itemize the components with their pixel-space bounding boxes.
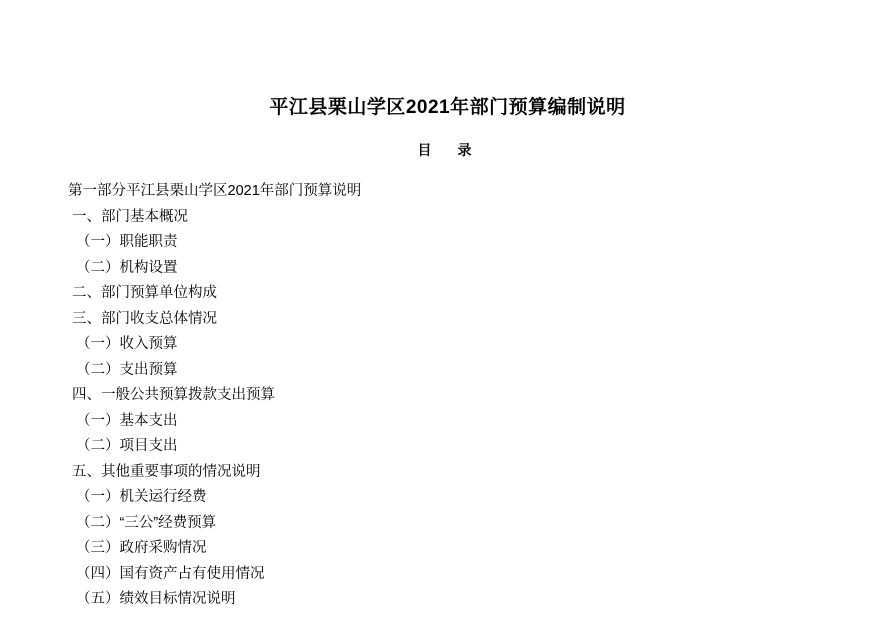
toc-entry[interactable]: 四、一般公共预算拨款支出预算 [72,387,275,403]
table-of-contents [68,180,827,614]
toc-entry[interactable]: （一）收入预算 [76,336,178,352]
table-of-contents-heading: 目 录 [417,142,478,158]
toc-entry[interactable]: 二、部门预算单位构成 [72,285,217,301]
toc-entry[interactable]: （二）机构设置 [76,259,178,276]
toc-entry[interactable]: （五）绩效目标情况说明 [76,591,236,607]
toc-entry[interactable]: （二）“三公”经费预算 [76,514,217,531]
toc-entry[interactable]: （一）基本支出 [76,412,178,429]
toc-entry[interactable]: （二）项目支出 [76,438,178,454]
toc-entry[interactable]: 三、部门收支总体情况 [72,310,217,327]
toc-entry[interactable]: （二）支出预算 [76,361,178,378]
toc-entry[interactable]: 五、其他重要事项的情况说明 [72,463,261,480]
toc-entry[interactable]: 第一部分平江县栗山学区2021年部门预算说明 [68,183,362,199]
toc-entry[interactable]: 一、部门基本概况 [72,208,188,225]
toc-entry[interactable]: （一）职能职责 [76,234,178,250]
toc-entry[interactable]: （三）政府采购情况 [76,540,207,556]
toc-entry[interactable]: （四）国有资产占有使用情况 [76,565,265,582]
page-title: 平江县栗山学区2021年部门预算编制说明 [269,97,626,118]
toc-entry[interactable]: （一）机关运行经费 [76,489,207,505]
